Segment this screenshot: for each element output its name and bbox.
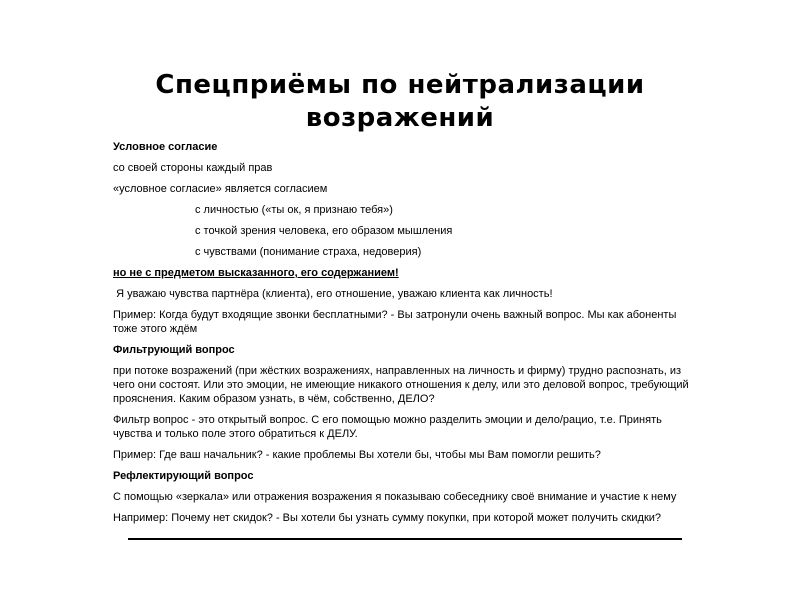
body-line: при потоке возражений (при жёстких возражениях, направленных на личность и фирму) трудно распознать, из чего они состоят. Или это эмоции, не имеющие никакого отношения к делу, или это деловой вопрос, требующий прояснения. Каким образом узнать, в чём, собственно, ДЕЛО? [113, 365, 692, 405]
indented-line: с чувствами (понимание страха, недоверия) [195, 246, 422, 258]
section-heading-reflecting-question: Рефлектирующий вопрос [113, 470, 254, 482]
body-line: С помощью «зеркала» или отражения возражения я показываю собеседнику своё внимание и участие к нему [113, 491, 677, 503]
indented-line: с личностью («ты ок, я признаю тебя») [195, 204, 393, 216]
slide-title: Спецприёмы по нейтрализации возражений [155, 70, 645, 134]
example-line: Например: Почему нет скидок? - Вы хотели бы узнать сумму покупки, при которой может получить скидки? [113, 512, 662, 524]
body-line: со своей стороны каждый прав [113, 162, 273, 174]
footer-divider-line [128, 538, 682, 540]
body-line: Фильтр вопрос - это открытый вопрос. С его помощью можно разделить эмоции и дело/рацио, т.е. Принять чувства и только поле этого обратиться к ДЕЛУ. [113, 414, 665, 440]
example-line: Пример: Где ваш начальник? - какие проблемы Вы хотели бы, чтобы мы Вам помогли решить? [113, 449, 601, 461]
example-line: Пример: Когда будут входящие звонки бесплатными? - Вы затронули очень важный вопрос. Мы как абоненты тоже этого ждём [113, 309, 680, 335]
section-heading-filtering-question: Фильтрующий вопрос [113, 344, 235, 356]
body-line: «условное согласие» является согласием [113, 183, 328, 195]
emphasized-line: но не с предметом высказанного, его содержанием! [113, 267, 399, 279]
slide-body [113, 140, 692, 532]
indented-line: с точкой зрения человека, его образом мышления [195, 225, 453, 237]
section-heading-conditional-agreement: Условное согласие [113, 141, 218, 153]
body-line: Я уважаю чувства партнёра (клиента), его отношение, уважаю клиента как личность! [113, 288, 553, 300]
